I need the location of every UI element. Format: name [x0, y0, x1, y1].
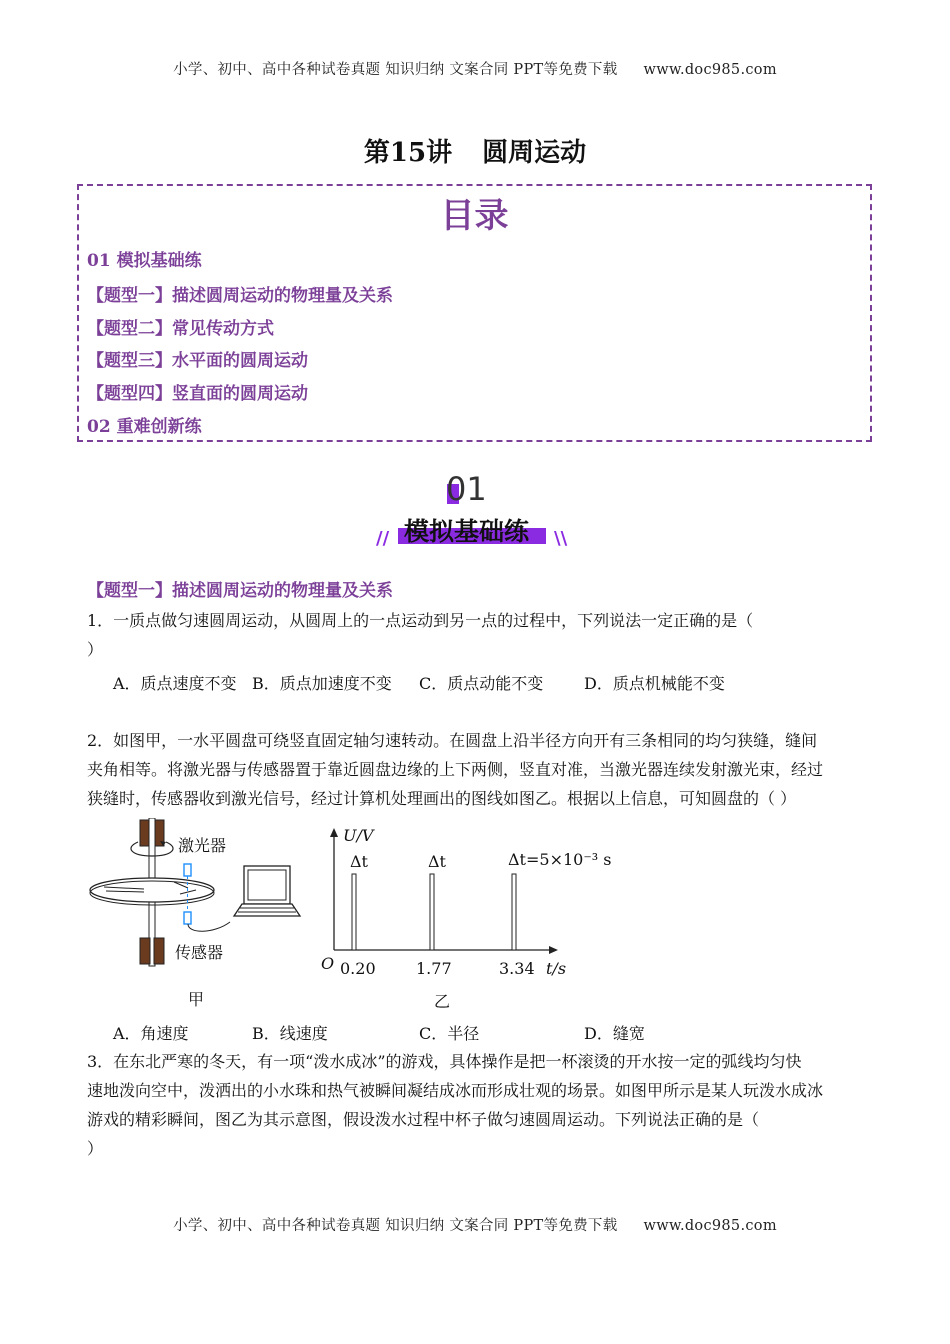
cable	[188, 922, 230, 931]
toc-item[interactable]: 【题型一】描述圆周运动的物理量及关系	[87, 286, 393, 306]
bearing-block	[140, 938, 150, 964]
pulse-graph	[320, 826, 560, 956]
lecture-topic: 圆周运动	[482, 138, 587, 168]
laptop-display	[248, 870, 286, 900]
left-decoration: //	[376, 528, 390, 549]
page-footer	[0, 1214, 950, 1235]
sensor-device	[184, 912, 191, 924]
question-2-line: 夹角相等。将激光器与传感器置于靠近圆盘边缘的上下两侧，竖直对准，当激光器连续发射激光束，经过	[87, 760, 824, 779]
question-1-line: ）	[87, 640, 104, 659]
option-d[interactable]: D．缝宽	[584, 1024, 645, 1043]
x-tick-label: 3.34	[499, 959, 535, 978]
right-decoration: \\	[554, 528, 568, 549]
origin-label: O	[321, 954, 335, 973]
bearing-block	[154, 938, 164, 964]
figure-caption-right: 乙	[434, 992, 451, 1011]
x-tick-label: 0.20	[340, 959, 376, 978]
laser-device	[184, 864, 191, 876]
option-d[interactable]: D．质点机械能不变	[584, 674, 725, 693]
question-2-line: 狭缝时，传感器收到激光信号，经过计算机处理画出的图线如图乙。根据以上信息，可知圆盘的（ ）	[87, 789, 797, 808]
option-a[interactable]: A．角速度	[113, 1024, 189, 1043]
question-2-line: 2．如图甲，一水平圆盘可绕竖直固定轴匀速转动。在圆盘上沿半径方向开有三条相同的均匀狭缝，缝间	[87, 731, 818, 750]
pulse-label: Δt	[428, 852, 446, 871]
option-a[interactable]: A．质点速度不变	[113, 674, 237, 693]
toc-item[interactable]: 【题型三】水平面的圆周运动	[87, 351, 308, 371]
sensor-label: 传感器	[175, 943, 224, 962]
option-b[interactable]: B．质点加速度不变	[252, 674, 392, 693]
laser-label: 激光器	[178, 836, 227, 855]
pulse-bar	[352, 874, 356, 950]
footer-url[interactable]: www.doc985.com	[643, 1218, 777, 1234]
page-header	[0, 58, 950, 79]
lecture-number: 第15讲	[363, 138, 453, 168]
pulse-label: Δt	[350, 852, 368, 871]
pulse-bar	[430, 874, 434, 950]
toc-item[interactable]: 【题型四】竖直面的圆周运动	[87, 384, 308, 404]
question-1-line: 1．一质点做匀速圆周运动，从圆周上的一点运动到另一点的过程中，下列说法一定正确的是（	[87, 611, 754, 630]
question-3-line: ）	[87, 1139, 104, 1158]
toc-item[interactable]: 【题型二】常见传动方式	[87, 319, 274, 339]
y-axis-label: U/V	[343, 826, 374, 845]
x-tick-label: 1.77	[416, 959, 452, 978]
toc-item[interactable]: 02 重难创新练	[87, 417, 202, 437]
figure-caption-left: 甲	[188, 990, 205, 1009]
laptop-keyboard	[234, 904, 300, 916]
question-3-line: 速地泼向空中，泼洒出的小水珠和热气被瞬间凝结成冰而形成壮观的场景。如图甲所示是某人玩泼水成冰	[87, 1081, 824, 1100]
pulse-bar	[512, 874, 516, 950]
header-url[interactable]: www.doc985.com	[643, 62, 777, 78]
x-axis-arrow	[549, 946, 558, 954]
y-axis-arrow	[330, 828, 338, 837]
header-text: 小学、初中、高中各种试卷真题 知识归纳 文案合同 PPT等免费下载	[173, 62, 618, 78]
page-title	[0, 132, 950, 169]
option-c[interactable]: C．质点动能不变	[419, 674, 544, 693]
footer-text: 小学、初中、高中各种试卷真题 知识归纳 文案合同 PPT等免费下载	[173, 1218, 618, 1234]
toc-heading: 目录	[440, 196, 509, 236]
section-title: 模拟基础练	[404, 517, 530, 546]
toc-item[interactable]: 01 模拟基础练	[87, 251, 202, 271]
x-axis-label: t/s	[546, 959, 567, 978]
question-type-heading: 【题型一】描述圆周运动的物理量及关系	[87, 581, 393, 601]
question-3-line: 3．在东北严寒的冬天，有一项“泼水成冰”的游戏，具体操作是把一杯滚烫的开水按一定的弧线均匀快	[87, 1052, 802, 1071]
option-b[interactable]: B．线速度	[252, 1024, 328, 1043]
question-3-line: 游戏的精彩瞬间，图乙为其示意图，假设泼水过程中杯子做匀速圆周运动。下列说法正确的是（	[87, 1110, 760, 1129]
pulse-width-label: Δt=5×10⁻³ s	[508, 850, 612, 869]
section-number: 01	[446, 470, 487, 508]
option-c[interactable]: C．半径	[419, 1024, 480, 1043]
